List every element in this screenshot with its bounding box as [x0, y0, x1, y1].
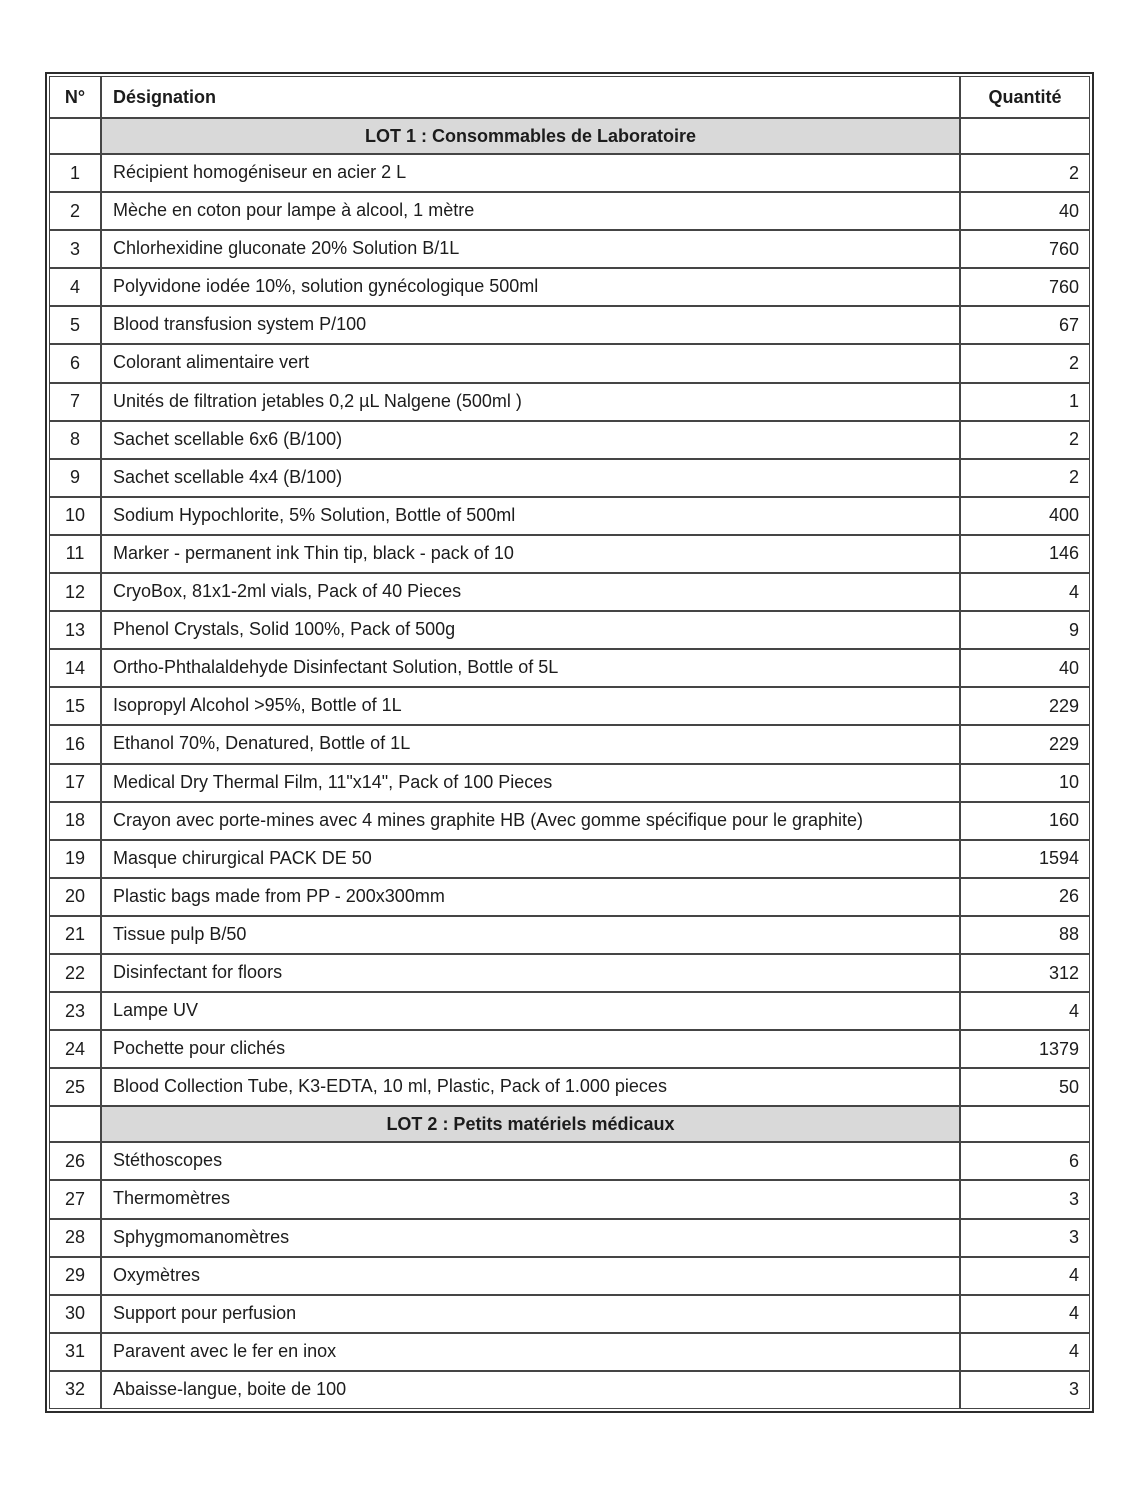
item-designation: Support pour perfusion — [101, 1295, 960, 1333]
item-number: 4 — [49, 268, 101, 306]
item-quantity: 2 — [960, 459, 1090, 497]
item-designation: Tissue pulp B/50 — [101, 916, 960, 954]
item-designation: Marker - permanent ink Thin tip, black - pack of 10 — [101, 535, 960, 573]
item-row — [49, 725, 1090, 763]
item-number: 11 — [49, 535, 101, 573]
item-number: 24 — [49, 1030, 101, 1068]
item-designation: Isopropyl Alcohol >95%, Bottle of 1L — [101, 687, 960, 725]
item-quantity: 3 — [960, 1180, 1090, 1218]
item-number: 32 — [49, 1371, 101, 1409]
item-row — [49, 992, 1090, 1030]
item-row — [49, 649, 1090, 687]
item-row — [49, 459, 1090, 497]
item-number: 13 — [49, 611, 101, 649]
item-designation: Chlorhexidine gluconate 20% Solution B/1L — [101, 230, 960, 268]
item-quantity: 1 — [960, 383, 1090, 421]
table-header-row — [49, 76, 1090, 118]
item-number: 1 — [49, 154, 101, 192]
item-row — [49, 383, 1090, 421]
item-row — [49, 306, 1090, 344]
item-row — [49, 764, 1090, 802]
lot-empty-qty-cell — [960, 1106, 1090, 1142]
item-number: 18 — [49, 802, 101, 840]
item-number: 20 — [49, 878, 101, 916]
item-designation: Sphygmomanomètres — [101, 1219, 960, 1257]
items-table-frame — [45, 72, 1094, 1413]
item-number: 3 — [49, 230, 101, 268]
item-number: 12 — [49, 573, 101, 611]
item-quantity: 3 — [960, 1371, 1090, 1409]
item-row — [49, 154, 1090, 192]
item-row — [49, 344, 1090, 382]
item-row — [49, 1219, 1090, 1257]
item-quantity: 400 — [960, 497, 1090, 535]
item-number: 10 — [49, 497, 101, 535]
item-row — [49, 611, 1090, 649]
item-row — [49, 802, 1090, 840]
item-quantity: 9 — [960, 611, 1090, 649]
item-quantity: 312 — [960, 954, 1090, 992]
item-row — [49, 1142, 1090, 1180]
item-designation: Sachet scellable 4x4 (B/100) — [101, 459, 960, 497]
item-designation: Blood Collection Tube, K3-EDTA, 10 ml, Plastic, Pack of 1.000 pieces — [101, 1068, 960, 1106]
lot-empty-no-cell — [49, 1106, 101, 1142]
item-quantity: 3 — [960, 1219, 1090, 1257]
item-row — [49, 878, 1090, 916]
item-quantity: 2 — [960, 154, 1090, 192]
item-quantity: 88 — [960, 916, 1090, 954]
item-row — [49, 535, 1090, 573]
item-quantity: 4 — [960, 1295, 1090, 1333]
item-quantity: 1594 — [960, 840, 1090, 878]
item-row — [49, 840, 1090, 878]
item-row — [49, 1180, 1090, 1218]
item-designation: Blood transfusion system P/100 — [101, 306, 960, 344]
item-quantity: 760 — [960, 230, 1090, 268]
item-number: 7 — [49, 383, 101, 421]
item-number: 14 — [49, 649, 101, 687]
item-number: 23 — [49, 992, 101, 1030]
item-number: 17 — [49, 764, 101, 802]
item-row — [49, 192, 1090, 230]
column-header-quantity: Quantité — [960, 76, 1090, 118]
item-designation: Paravent avec le fer en inox — [101, 1333, 960, 1371]
item-row — [49, 1068, 1090, 1106]
items-table — [49, 76, 1090, 1409]
item-row — [49, 230, 1090, 268]
item-number: 9 — [49, 459, 101, 497]
lot-title: LOT 1 : Consommables de Laboratoire — [101, 118, 960, 154]
item-number: 26 — [49, 1142, 101, 1180]
item-number: 30 — [49, 1295, 101, 1333]
item-quantity: 40 — [960, 192, 1090, 230]
item-quantity: 229 — [960, 725, 1090, 763]
item-number: 25 — [49, 1068, 101, 1106]
lot-empty-no-cell — [49, 118, 101, 154]
item-number: 8 — [49, 421, 101, 459]
item-designation: Sodium Hypochlorite, 5% Solution, Bottle of 500ml — [101, 497, 960, 535]
column-header-designation: Désignation — [101, 76, 960, 118]
item-row — [49, 954, 1090, 992]
item-designation: Plastic bags made from PP - 200x300mm — [101, 878, 960, 916]
item-designation: Récipient homogéniseur en acier 2 L — [101, 154, 960, 192]
item-number: 16 — [49, 725, 101, 763]
item-number: 22 — [49, 954, 101, 992]
lot-title: LOT 2 : Petits matériels médicaux — [101, 1106, 960, 1142]
item-number: 28 — [49, 1219, 101, 1257]
lot-header-row — [49, 118, 1090, 154]
item-designation: Crayon avec porte-mines avec 4 mines graphite HB (Avec gomme spécifique pour le graphite) — [101, 802, 960, 840]
item-number: 29 — [49, 1257, 101, 1295]
item-designation: Pochette pour clichés — [101, 1030, 960, 1068]
item-number: 6 — [49, 344, 101, 382]
item-quantity: 40 — [960, 649, 1090, 687]
item-number: 21 — [49, 916, 101, 954]
item-number: 31 — [49, 1333, 101, 1371]
item-designation: Sachet scellable 6x6 (B/100) — [101, 421, 960, 459]
item-row — [49, 1257, 1090, 1295]
item-designation: Abaisse-langue, boite de 100 — [101, 1371, 960, 1409]
item-row — [49, 497, 1090, 535]
item-quantity: 2 — [960, 344, 1090, 382]
item-row — [49, 268, 1090, 306]
item-row — [49, 1333, 1090, 1371]
item-designation: Unités de filtration jetables 0,2 µL Nalgene (500ml ) — [101, 383, 960, 421]
item-designation: Disinfectant for floors — [101, 954, 960, 992]
item-designation: Colorant alimentaire vert — [101, 344, 960, 382]
item-quantity: 10 — [960, 764, 1090, 802]
item-quantity: 6 — [960, 1142, 1090, 1180]
item-quantity: 146 — [960, 535, 1090, 573]
item-quantity: 1379 — [960, 1030, 1090, 1068]
lot-header-row — [49, 1106, 1090, 1142]
item-designation: Ethanol 70%, Denatured, Bottle of 1L — [101, 725, 960, 763]
item-quantity: 229 — [960, 687, 1090, 725]
table-body — [49, 118, 1090, 1409]
item-row — [49, 916, 1090, 954]
item-designation: Masque chirurgical PACK DE 50 — [101, 840, 960, 878]
item-designation: Oxymètres — [101, 1257, 960, 1295]
item-number: 19 — [49, 840, 101, 878]
item-quantity: 4 — [960, 573, 1090, 611]
item-number: 5 — [49, 306, 101, 344]
item-designation: Medical Dry Thermal Film, 11"x14", Pack of 100 Pieces — [101, 764, 960, 802]
item-designation: CryoBox, 81x1-2ml vials, Pack of 40 Pieces — [101, 573, 960, 611]
item-designation: Phenol Crystals, Solid 100%, Pack of 500g — [101, 611, 960, 649]
item-row — [49, 687, 1090, 725]
item-quantity: 67 — [960, 306, 1090, 344]
item-row — [49, 421, 1090, 459]
item-row — [49, 1371, 1090, 1409]
item-quantity: 50 — [960, 1068, 1090, 1106]
item-row — [49, 1295, 1090, 1333]
item-row — [49, 1030, 1090, 1068]
item-designation: Polyvidone iodée 10%, solution gynécologique 500ml — [101, 268, 960, 306]
item-number: 15 — [49, 687, 101, 725]
item-number: 27 — [49, 1180, 101, 1218]
item-quantity: 4 — [960, 992, 1090, 1030]
item-designation: Stéthoscopes — [101, 1142, 960, 1180]
item-quantity: 160 — [960, 802, 1090, 840]
item-quantity: 4 — [960, 1333, 1090, 1371]
item-quantity: 26 — [960, 878, 1090, 916]
item-quantity: 2 — [960, 421, 1090, 459]
item-quantity: 4 — [960, 1257, 1090, 1295]
lot-empty-qty-cell — [960, 118, 1090, 154]
item-designation: Thermomètres — [101, 1180, 960, 1218]
column-header-no: N° — [49, 76, 101, 118]
item-designation: Mèche en coton pour lampe à alcool, 1 mètre — [101, 192, 960, 230]
item-designation: Lampe UV — [101, 992, 960, 1030]
item-row — [49, 573, 1090, 611]
item-quantity: 760 — [960, 268, 1090, 306]
item-number: 2 — [49, 192, 101, 230]
item-designation: Ortho-Phthalaldehyde Disinfectant Solution, Bottle of 5L — [101, 649, 960, 687]
